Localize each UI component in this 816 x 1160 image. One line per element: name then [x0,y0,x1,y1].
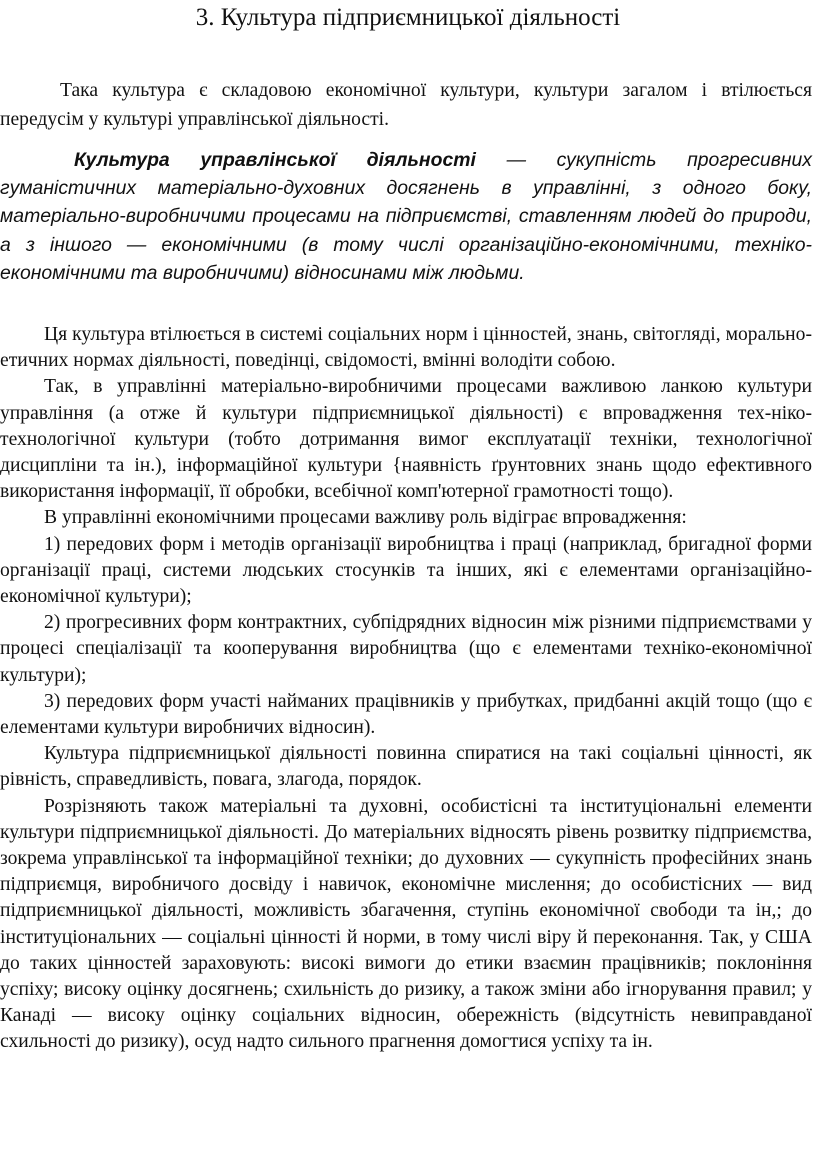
definition-paragraph [0,146,812,287]
definition-term: Культура управлінської діяльності [74,149,476,171]
section-title: 3. Культура підприємницької діяльності [195,4,621,31]
paragraph: Розрізняють також матеріальні та духовні, особистісні та інституціональні елементи культури підприємницької діяльності. До матеріальних відносять рівень розвитку підприємства, зокрема управлінської та інформаційної техніки; до духовних — сукупність професійних знань підприємця, виробничого досвіду і навичок, економічне мислення; до особистісних — вид підприємницької діяльності, можливість збагачення, ступінь економічної свободи та ін,; до інституціональних — соціальні цінності й норми, в тому числі віру й переконання. Так, у США до таких цінностей зараховують: високі вимоги до етики взаємин працівників; поклоніння успіху; високу оцінку досягнень; схильність до ризику, а також зміни або ігнорування правил; у Канаді — високу оцінку соціальних відносин, обережність (відсутність невиправданої схильності до ризику), осуд надто сильного прагнення домогтися успіху та ін. [0,795,812,1053]
intro-paragraph: Така культура є складовою економічної культури, культури загалом і втілюється передусім у культурі управлінської діяльності. [0,80,812,130]
list-item: 3) передових форм участі найманих працівників у прибутках, придбанні акцій тощо (що є елементами культури виробничих відносин). [0,690,812,739]
paragraph: Культура підприємницької діяльності повинна спиратися на такі соціальні цінності, як рівність, справедливість, повага, злагода, порядок. [0,743,812,791]
definition-text: — сукупність прогресивних гуманістичних матеріально-духовних досягнень в управлінні, з одного боку, матеріально-виробничими процесами на підприємстві, ставленням людей до природи, а з іншого — економічними (в тому числі організаційно-економічними, техніко-економічними та виробничими) відносинами між людьми. [0,149,812,284]
paragraph: Ця культура втілюється в системі соціальних норм і цінностей, знань, світогляді, морально-етичних нормах діяльності, поведінці, свідомості, вмінні володіти собою. [0,324,812,372]
body-text [0,322,812,1056]
paragraph: Так, в управлінні матеріально-виробничими процесами важливою ланкою культури управління (а отже й культури підприємницької діяльності) є впровадження тех-ніко-технологічної культури (тобто дотримання вимог експлуатації техніки, технологічної дисципліни та ін.), інформаційної культури {наявність ґрунтовних знань щодо ефективного використання інформації, її обробки, всебічної комп'ютерної грамотності тощо). [0,376,812,503]
paragraph: В управлінні економічними процесами важливу роль відіграє впровадження: [44,507,687,529]
list-item: 2) прогресивних форм контрактних, субпідрядних відносин між різними підприємствами у процесі спеціалізації та кооперування виробництва (що є елементами техніко-економічної культури); [0,612,812,686]
list-item: 1) передових форм і методів організації виробництва і праці (наприклад, бригадної форми організації праці, системи людських стосунків та інших, які є елементами організаційно-економічної культури); [0,533,812,608]
